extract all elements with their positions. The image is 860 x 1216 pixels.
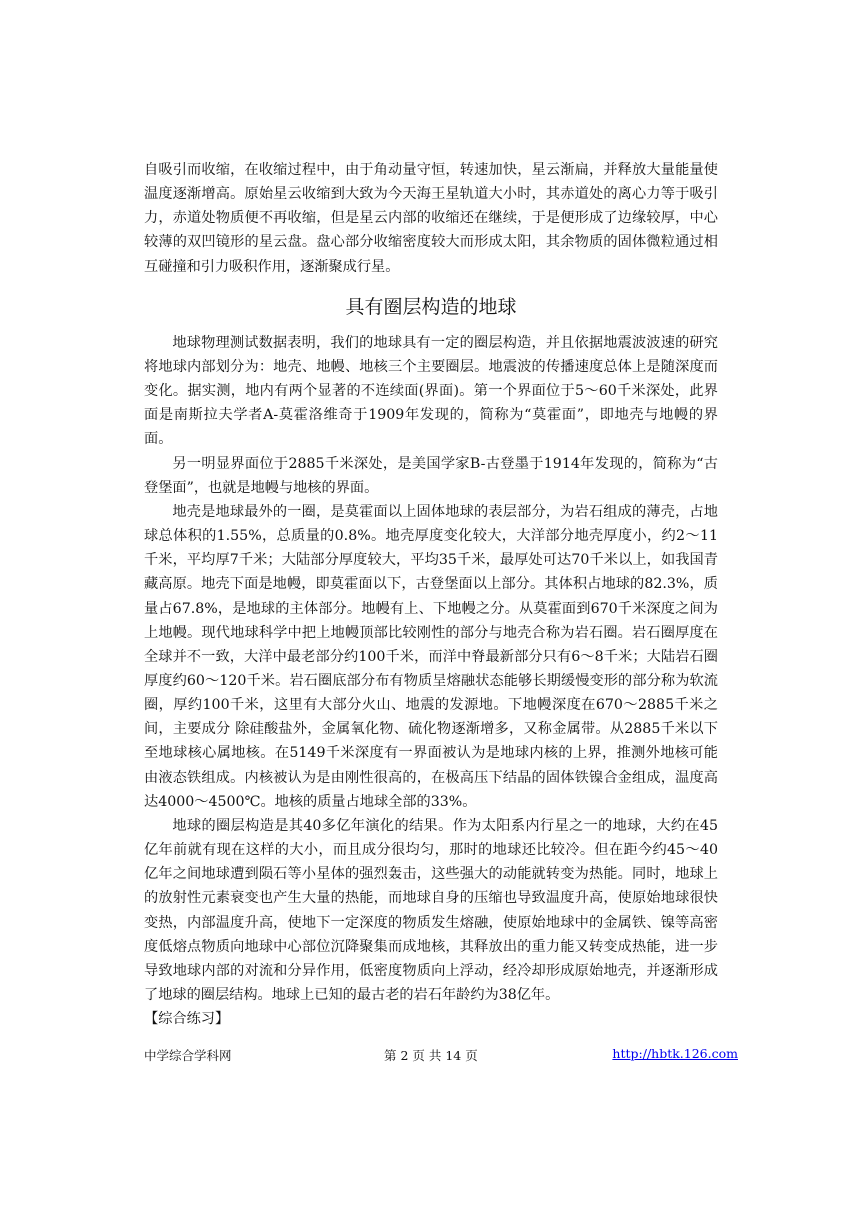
exercise-label: 【综合练习】 bbox=[144, 1011, 230, 1028]
document-body bbox=[144, 158, 718, 1031]
section-title: 具有圈层构造的地球 bbox=[345, 295, 517, 318]
footer-site-name: 中学综合学科网 bbox=[144, 1048, 232, 1063]
paragraph-1: 地球物理测试数据表明，我们的地球具有一定的圈层构造，并且依据地震波波速的研究将地球内部划分为：地壳、地幔、地核三个主要圈层。地震波的传播速度总体上是随深度而变化。据实测，地内有两个显著的不连续面(界面)。第一个界面位于5～60千米深处，此界面是南斯拉夫学者A-莫霍洛维奇于1909年发现的，简称为“莫霍面”，即地壳与地幔的界面。 bbox=[144, 334, 718, 448]
paragraph-4: 地球的圈层构造是其40多亿年演化的结果。作为太阳系内行星之一的地球，大约在45亿年前就有现在这样的大小，而且成分很均匀，那时的地球还比较冷。但在距今约45～40亿年之间地球遭到陨石等小星体的强烈轰击，这些强大的动能就转变为热能。同时，地球上的放射性元素衰变也产生大量的热能，而地球自身的压缩也导致温度升高，使原始地球很快变热，内部温度升高，使地下一定深度的物质发生熔融，使原始地球中的金属铁、镍等高密度低熔点物质向地球中心部位沉降聚集而成地核，其释放出的重力能又转变成热能，进一步导致地球内部的对流和分异作用，低密度物质向上浮动，经冷却形成原始地壳，并逐渐形成了地球的圈层结构。地球上已知的最古老的岩石年龄约为38亿年。 bbox=[144, 817, 718, 1003]
footer-page-info: 第 2 页 共 14 页 bbox=[384, 1048, 478, 1063]
footer-url-link[interactable]: http://hbtk.126.com bbox=[612, 1046, 738, 1061]
paragraph-3: 地壳是地球最外的一圈，是莫霍面以上固体地球的表层部分，为岩石组成的薄壳，占地球总体积的1.55%，总质量的0.8%。地壳厚度变化较大，大洋部分地壳厚度小，约2～11千米，平均厚7千米；大陆部分厚度较大，平均35千米，最厚处可达70千米以上，如我国青藏高原。地壳下面是地幔，即莫霍面以下，古登堡面以上部分。其体积占地球的82.3%，质量占67.8%，是地球的主体部分。地幔有上、下地幔之分。从莫霍面到670千米深度之间为上地幔。现代地球科学中把上地幔顶部比较刚性的部分与地壳合称为岩石圈。岩石圈厚度在全球并不一致，大洋中最老部分约100千米，而洋中脊最新部分只有6～8千米；大陆岩石圈厚度约60～120千米。岩石圈底部分布有物质呈熔融状态能够长期缓慢变形的部分称为软流圈，厚约100千米，这里有大部分火山、地震的发源地。下地幔深度在670～2885千米之间，主要成分 除硅酸盐外，金属氧化物、硫化物逐渐增多，又称金属带。从2885千米以下至地球核心属地核。在5149千米深度有一界面被认为是地球内核的上界，推测外地核可能由液态铁组成。内核被认为是由刚性很高的，在极高压下结晶的固体铁镍合金组成，温度高达4000～4500℃。地核的质量占地球全部的33%。 bbox=[144, 503, 718, 810]
intro-paragraph: 自吸引而收缩，在收缩过程中，由于角动量守恒，转速加快，星云渐扁，并释放大量能量使温度逐渐增高。原始星云收缩到大致为今天海王星轨道大小时，其赤道处的离心力等于吸引力，赤道处物质便不再收缩，但是星云内部的收缩还在继续，于是便形成了边缘较厚，中心较薄的双凹镜形的星云盘。盘心部分收缩密度较大而形成太阳，其余物质的固体微粒通过相互碰撞和引力吸积作用，逐渐聚成行星。 bbox=[144, 162, 718, 275]
page-footer bbox=[144, 1046, 738, 1066]
paragraph-2: 另一明显界面位于2885千米深处，是美国学家B-古登墨于1914年发现的，简称为“古登堡面”，也就是地幔与地核的界面。 bbox=[144, 455, 718, 496]
